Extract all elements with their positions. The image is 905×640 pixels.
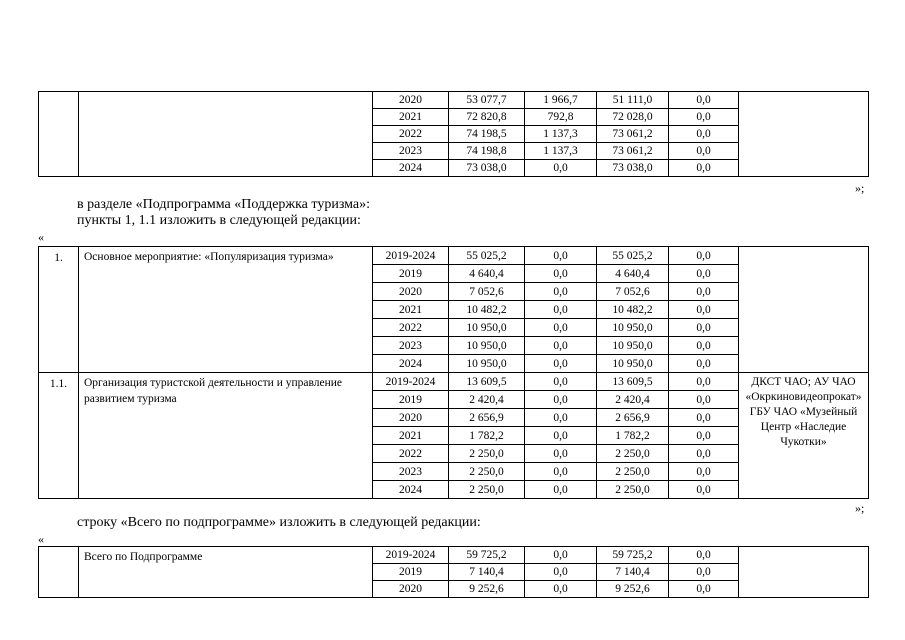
other-sources-cell: 0,0	[669, 337, 739, 355]
okrug-budget-cell: 59 725,2	[597, 547, 669, 564]
year-cell: 2019	[373, 265, 449, 283]
executor-cell	[739, 92, 869, 177]
open-quote-2: «	[38, 532, 44, 546]
other-sources-cell: 0,0	[669, 391, 739, 409]
paragraph-items: пункты 1, 1.1 изложить в следующей редакции:	[77, 213, 361, 228]
district-budget-cell: 0,0	[525, 391, 597, 409]
total-cell: 4 640,4	[449, 265, 525, 283]
district-budget-cell: 0,0	[525, 283, 597, 301]
other-sources-cell: 0,0	[669, 445, 739, 463]
year-cell: 2019-2024	[373, 247, 449, 265]
year-cell: 2024	[373, 355, 449, 373]
other-sources-cell: 0,0	[669, 126, 739, 143]
other-sources-cell: 0,0	[669, 92, 739, 109]
total-cell: 2 250,0	[449, 445, 525, 463]
okrug-budget-cell: 51 111,0	[597, 92, 669, 109]
year-cell: 2021	[373, 427, 449, 445]
okrug-budget-cell: 7 140,4	[597, 564, 669, 581]
year-cell: 2024	[373, 481, 449, 499]
other-sources-cell: 0,0	[669, 109, 739, 126]
okrug-budget-cell: 13 609,5	[597, 373, 669, 391]
okrug-budget-cell: 10 950,0	[597, 337, 669, 355]
okrug-budget-cell: 72 028,0	[597, 109, 669, 126]
total-cell: 72 820,8	[449, 109, 525, 126]
okrug-budget-cell: 2 656,9	[597, 409, 669, 427]
okrug-budget-cell: 2 250,0	[597, 463, 669, 481]
total-cell: 2 420,4	[449, 391, 525, 409]
total-cell: 9 252,6	[449, 581, 525, 598]
name-cell	[79, 92, 373, 177]
other-sources-cell: 0,0	[669, 143, 739, 160]
okrug-budget-cell: 73 061,2	[597, 143, 669, 160]
year-cell: 2022	[373, 126, 449, 143]
district-budget-cell: 0,0	[525, 160, 597, 177]
total-cell: 1 782,2	[449, 427, 525, 445]
total-cell: 10 950,0	[449, 319, 525, 337]
other-sources-cell: 0,0	[669, 581, 739, 598]
total-name: Всего по Подпрограмме	[79, 547, 373, 598]
table-continuation-body	[39, 92, 869, 177]
year-cell: 2020	[373, 581, 449, 598]
okrug-budget-cell: 10 482,2	[597, 301, 669, 319]
total-cell: 10 950,0	[449, 337, 525, 355]
okrug-budget-cell: 10 950,0	[597, 319, 669, 337]
other-sources-cell: 0,0	[669, 409, 739, 427]
okrug-budget-cell: 55 025,2	[597, 247, 669, 265]
executor-line-2: ГБУ ЧАО «Музейный Центр «Наследие Чукотки»	[749, 406, 858, 448]
number-cell	[39, 547, 79, 598]
other-sources-cell: 0,0	[669, 564, 739, 581]
okrug-budget-cell: 7 052,6	[597, 283, 669, 301]
year-cell: 2021	[373, 301, 449, 319]
okrug-budget-cell: 2 250,0	[597, 445, 669, 463]
district-budget-cell: 0,0	[525, 463, 597, 481]
okrug-budget-cell: 4 640,4	[597, 265, 669, 283]
total-cell: 55 025,2	[449, 247, 525, 265]
district-budget-cell: 0,0	[525, 373, 597, 391]
year-cell: 2022	[373, 445, 449, 463]
other-sources-cell: 0,0	[669, 373, 739, 391]
table-row	[39, 92, 869, 109]
total-cell: 2 250,0	[449, 481, 525, 499]
paragraph-total: строку «Всего по подпрограмме» изложить в следующей редакции:	[77, 515, 481, 530]
item-number: 1.	[39, 247, 79, 373]
other-sources-cell: 0,0	[669, 319, 739, 337]
district-budget-cell: 1 137,3	[525, 143, 597, 160]
year-cell: 2024	[373, 160, 449, 177]
year-cell: 2023	[373, 463, 449, 481]
district-budget-cell: 0,0	[525, 319, 597, 337]
table-continuation	[38, 91, 869, 177]
executor-cell	[739, 247, 869, 373]
total-cell: 59 725,2	[449, 547, 525, 564]
total-cell: 10 482,2	[449, 301, 525, 319]
table-row	[39, 547, 869, 564]
other-sources-cell: 0,0	[669, 247, 739, 265]
year-cell: 2023	[373, 143, 449, 160]
year-cell: 2020	[373, 409, 449, 427]
other-sources-cell: 0,0	[669, 160, 739, 177]
total-cell: 7 052,6	[449, 283, 525, 301]
district-budget-cell: 0,0	[525, 265, 597, 283]
other-sources-cell: 0,0	[669, 265, 739, 283]
table-total-body	[39, 547, 869, 598]
item-name: Основное мероприятие: «Популяризация туризма»	[79, 247, 373, 373]
year-cell: 2020	[373, 92, 449, 109]
year-cell: 2022	[373, 319, 449, 337]
number-cell	[39, 92, 79, 177]
paragraph-section: в разделе «Подпрограмма «Поддержка туризма»:	[77, 197, 371, 212]
year-cell: 2019	[373, 391, 449, 409]
total-cell: 7 140,4	[449, 564, 525, 581]
close-quote-1: »;	[855, 181, 865, 195]
item-name: Организация туристской деятельности и управление развитием туризма	[79, 373, 373, 499]
total-cell: 2 656,9	[449, 409, 525, 427]
other-sources-cell: 0,0	[669, 301, 739, 319]
close-quote-2: »;	[855, 501, 865, 515]
district-budget-cell: 0,0	[525, 481, 597, 499]
district-budget-cell: 1 966,7	[525, 92, 597, 109]
district-budget-cell: 0,0	[525, 301, 597, 319]
other-sources-cell: 0,0	[669, 481, 739, 499]
open-quote-1: «	[38, 230, 44, 244]
okrug-budget-cell: 10 950,0	[597, 355, 669, 373]
other-sources-cell: 0,0	[669, 463, 739, 481]
district-budget-cell: 0,0	[525, 581, 597, 598]
year-cell: 2021	[373, 109, 449, 126]
okrug-budget-cell: 73 038,0	[597, 160, 669, 177]
table-row	[39, 373, 869, 391]
year-cell: 2019	[373, 564, 449, 581]
okrug-budget-cell: 73 061,2	[597, 126, 669, 143]
other-sources-cell: 0,0	[669, 355, 739, 373]
other-sources-cell: 0,0	[669, 283, 739, 301]
district-budget-cell: 0,0	[525, 547, 597, 564]
executor-line-1: ДКСТ ЧАО; АУ ЧАО «Окркиновидеопрокат»	[745, 376, 862, 403]
district-budget-cell: 0,0	[525, 247, 597, 265]
item-number: 1.1.	[39, 373, 79, 499]
total-cell: 2 250,0	[449, 463, 525, 481]
table-row	[39, 247, 869, 265]
total-cell: 53 077,7	[449, 92, 525, 109]
executor-cell	[739, 547, 869, 598]
district-budget-cell: 0,0	[525, 427, 597, 445]
okrug-budget-cell: 1 782,2	[597, 427, 669, 445]
year-cell: 2019-2024	[373, 373, 449, 391]
district-budget-cell: 0,0	[525, 355, 597, 373]
year-cell: 2023	[373, 337, 449, 355]
year-cell: 2019-2024	[373, 547, 449, 564]
district-budget-cell: 792,8	[525, 109, 597, 126]
district-budget-cell: 0,0	[525, 409, 597, 427]
other-sources-cell: 0,0	[669, 427, 739, 445]
year-cell: 2020	[373, 283, 449, 301]
district-budget-cell: 0,0	[525, 337, 597, 355]
total-cell: 74 198,5	[449, 126, 525, 143]
total-cell: 74 198,8	[449, 143, 525, 160]
total-cell: 73 038,0	[449, 160, 525, 177]
table-items-body	[39, 247, 869, 499]
okrug-budget-cell: 9 252,6	[597, 581, 669, 598]
okrug-budget-cell: 2 420,4	[597, 391, 669, 409]
executor-cell	[739, 373, 869, 499]
total-cell: 10 950,0	[449, 355, 525, 373]
total-cell: 13 609,5	[449, 373, 525, 391]
table-items	[38, 246, 869, 499]
district-budget-cell: 0,0	[525, 445, 597, 463]
district-budget-cell: 1 137,3	[525, 126, 597, 143]
district-budget-cell: 0,0	[525, 564, 597, 581]
other-sources-cell: 0,0	[669, 547, 739, 564]
okrug-budget-cell: 2 250,0	[597, 481, 669, 499]
table-total	[38, 546, 869, 598]
